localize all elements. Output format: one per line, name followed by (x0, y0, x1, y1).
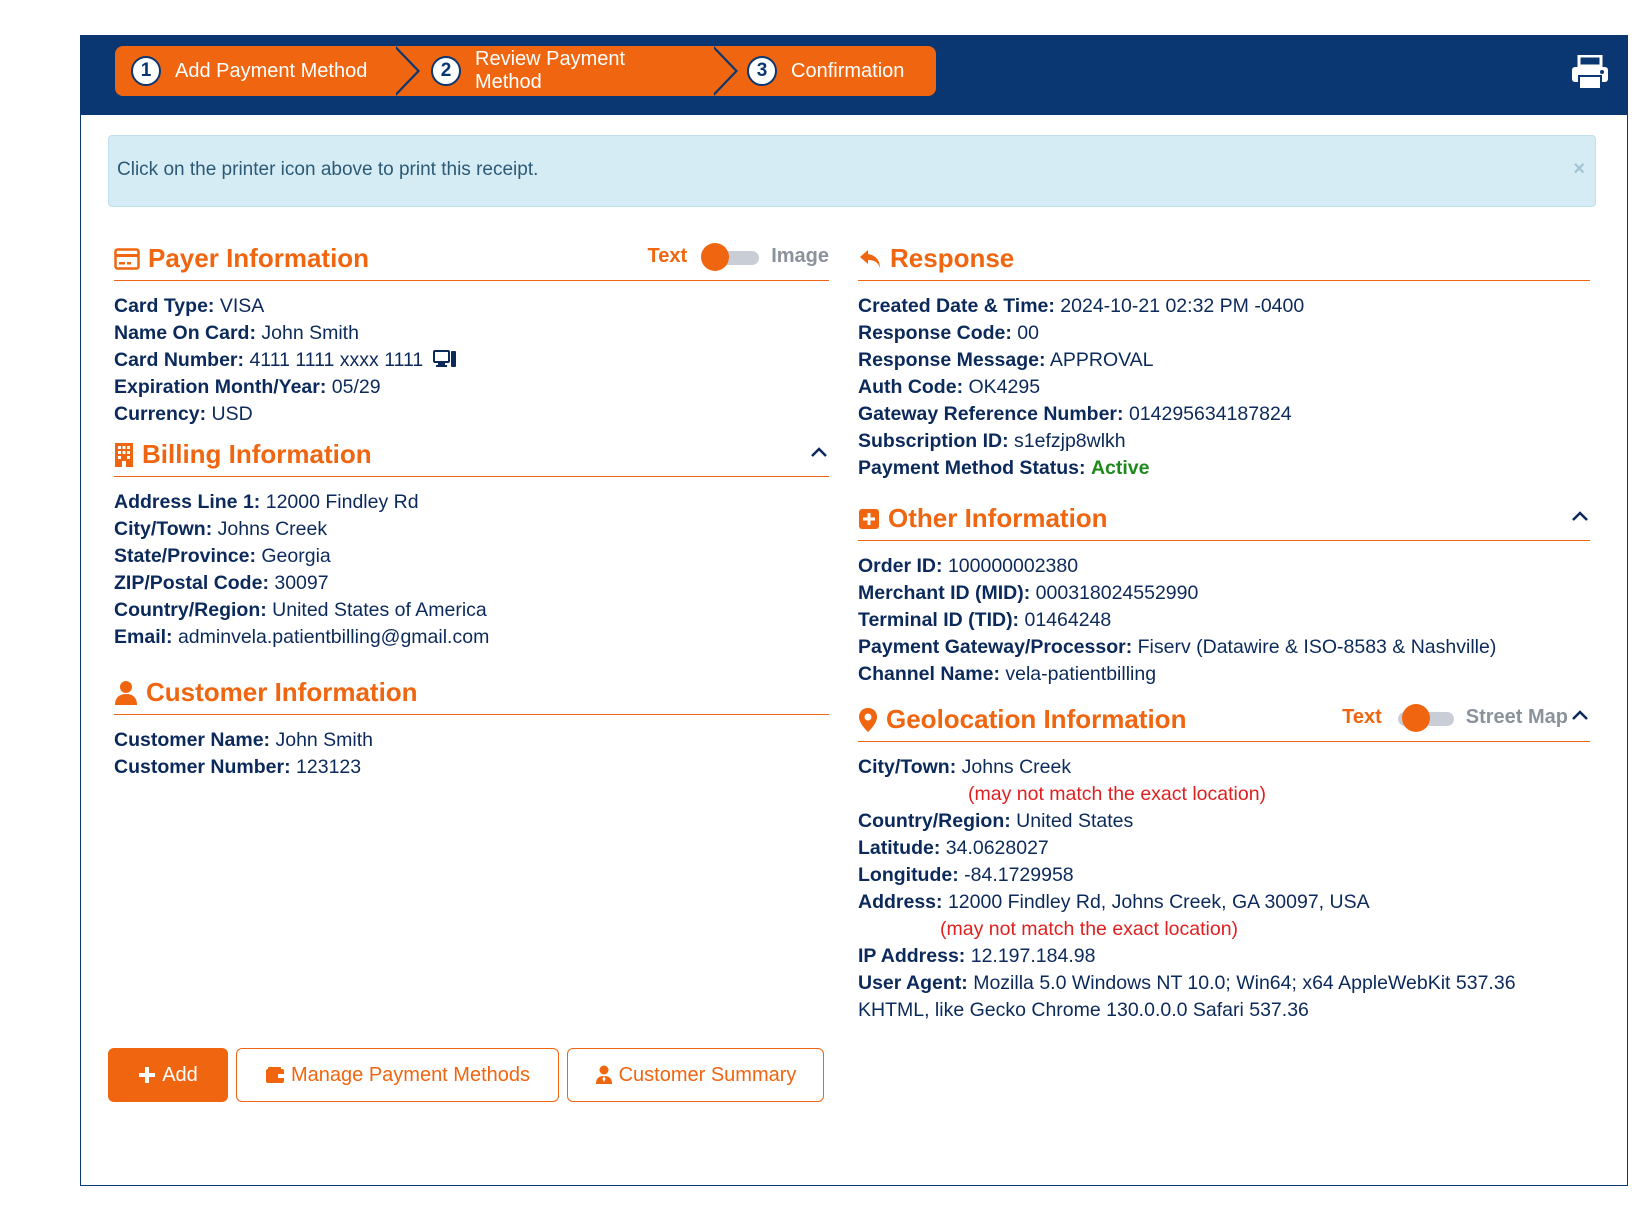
payer-header (114, 237, 829, 281)
field-zip: ZIP/Postal Code: 30097 (114, 572, 329, 594)
step-number: 2 (431, 56, 461, 86)
field-card-type: Card Type: VISA (114, 295, 265, 317)
field-gateway-reference: Gateway Reference Number: 014295634187824 (858, 403, 1292, 425)
field-channel-name: Channel Name: vela-patientbilling (858, 663, 1157, 685)
wizard-steps (115, 46, 936, 96)
step-add-payment-method[interactable] (115, 46, 393, 96)
step-confirmation[interactable] (711, 46, 936, 96)
field-merchant-id: Merchant ID (MID): 000318024552990 (858, 582, 1199, 604)
billing-section (114, 433, 829, 651)
geolocation-section (858, 698, 1590, 1024)
field-payment-gateway: Payment Gateway/Processor: Fiserv (Datawire & ISO-8583 & Nashville) (858, 636, 1497, 658)
device-icon (433, 350, 457, 368)
plus-icon (138, 1066, 156, 1084)
other-fields (858, 541, 1590, 688)
reply-icon (858, 248, 882, 270)
step-review-payment-method[interactable] (393, 46, 711, 96)
toggle-label-street-map: Street Map (1465, 706, 1568, 728)
location-disclaimer: (may not match the exact location) (940, 918, 1239, 940)
print-info-alert (108, 135, 1596, 207)
other-header (858, 497, 1590, 541)
payer-view-toggle[interactable] (648, 245, 829, 268)
billing-header (114, 433, 829, 477)
step-label: Add Payment Method (175, 59, 368, 82)
field-longitude: Longitude: -84.1729958 (858, 864, 1074, 886)
payer-section (114, 237, 829, 428)
toggle-label-image: Image (771, 245, 829, 267)
response-title: Response (858, 243, 1014, 274)
geo-header (858, 698, 1590, 742)
toggle-switch[interactable] (1394, 709, 1454, 727)
field-customer-number: Customer Number: 123123 (114, 756, 362, 778)
toggle-label-text: Text (1342, 706, 1382, 728)
response-header (858, 237, 1590, 281)
toggle-label-text: Text (647, 245, 688, 267)
field-customer-name: Customer Name: John Smith (114, 729, 374, 751)
action-buttons (108, 1048, 824, 1102)
field-geo-city: City/Town: Johns Creek (858, 756, 1072, 778)
geo-fields (858, 742, 1590, 1024)
payer-fields (114, 281, 829, 428)
field-name-on-card: Name On Card: John Smith (114, 322, 359, 344)
field-order-id: Order ID: 100000002380 (858, 555, 1079, 577)
field-auth-code: Auth Code: OK4295 (858, 376, 1041, 398)
location-disclaimer: (may not match the exact location) (968, 783, 1267, 805)
field-geo-country: Country/Region: United States (858, 810, 1134, 832)
step-label: Review Payment Method (475, 48, 626, 93)
field-payment-method-status: Payment Method Status: Active (858, 457, 1150, 479)
field-city: City/Town: Johns Creek (114, 518, 328, 540)
response-fields (858, 281, 1590, 482)
billing-fields (114, 477, 829, 651)
field-currency: Currency: USD (114, 403, 253, 425)
billing-title: Billing Information (114, 439, 372, 470)
field-response-code: Response Code: 00 (858, 322, 1039, 344)
add-button[interactable]: Add (108, 1048, 228, 1102)
field-subscription-id: Subscription ID: s1efzjp8wlkh (858, 430, 1126, 452)
field-user-agent: User Agent: Mozilla 5.0 Windows NT 10.0; Win64; x64 AppleWebKit 537.36 KHTML, like Gecko Chrome 130.0.0.0 Safari 537.36 (858, 972, 1516, 1021)
status-badge: Active (1090, 457, 1150, 479)
field-email: Email: adminvela.patientbilling@gmail.com (114, 626, 490, 648)
geo-view-toggle[interactable] (1342, 706, 1568, 729)
geo-title: Geolocation Information (858, 704, 1186, 735)
other-section (858, 497, 1590, 688)
manage-payment-methods-button[interactable]: Manage Payment Methods (236, 1048, 559, 1102)
field-expiration: Expiration Month/Year: 05/29 (114, 376, 381, 398)
map-marker-icon (858, 707, 878, 733)
customer-section (114, 671, 829, 781)
wallet-icon (265, 1066, 285, 1084)
plus-square-icon (858, 508, 880, 530)
chevron-up-icon[interactable] (809, 445, 829, 459)
step-number: 1 (131, 56, 161, 86)
customer-title: Customer Information (114, 677, 418, 708)
customer-header (114, 671, 829, 715)
field-card-number: Card Number: 4111 1111 xxxx 1111 (114, 347, 829, 374)
printer-icon[interactable] (1570, 55, 1610, 91)
user-icon (114, 680, 138, 706)
field-ip-address: IP Address: 12.197.184.98 (858, 945, 1096, 967)
chevron-up-icon[interactable] (1570, 509, 1590, 523)
field-address-line-1: Address Line 1: 12000 Findley Rd (114, 491, 419, 513)
building-icon (114, 442, 134, 468)
response-section (858, 237, 1590, 482)
field-created-date: Created Date & Time: 2024-10-21 02:32 PM -0400 (858, 295, 1305, 317)
step-number: 3 (747, 56, 777, 86)
field-country: Country/Region: United States of America (114, 599, 487, 621)
step-label: Confirmation (791, 59, 905, 82)
alert-message: Click on the printer icon above to print this receipt. (117, 159, 539, 180)
customer-summary-button[interactable]: Customer Summary (567, 1048, 824, 1102)
user-tie-icon (595, 1065, 613, 1085)
field-geo-address: Address: 12000 Findley Rd, Johns Creek, GA 30097, USA (858, 891, 1370, 913)
field-response-message: Response Message: APPROVAL (858, 349, 1154, 371)
chevron-up-icon[interactable] (1570, 708, 1590, 722)
toggle-switch[interactable] (699, 248, 759, 266)
field-latitude: Latitude: 34.0628027 (858, 837, 1049, 859)
payer-title: Payer Information (114, 243, 369, 274)
customer-fields (114, 715, 829, 781)
close-icon[interactable]: × (1573, 158, 1585, 180)
credit-card-icon (114, 247, 140, 271)
field-state: State/Province: Georgia (114, 545, 331, 567)
other-title: Other Information (858, 503, 1108, 534)
field-terminal-id: Terminal ID (TID): 01464248 (858, 609, 1112, 631)
